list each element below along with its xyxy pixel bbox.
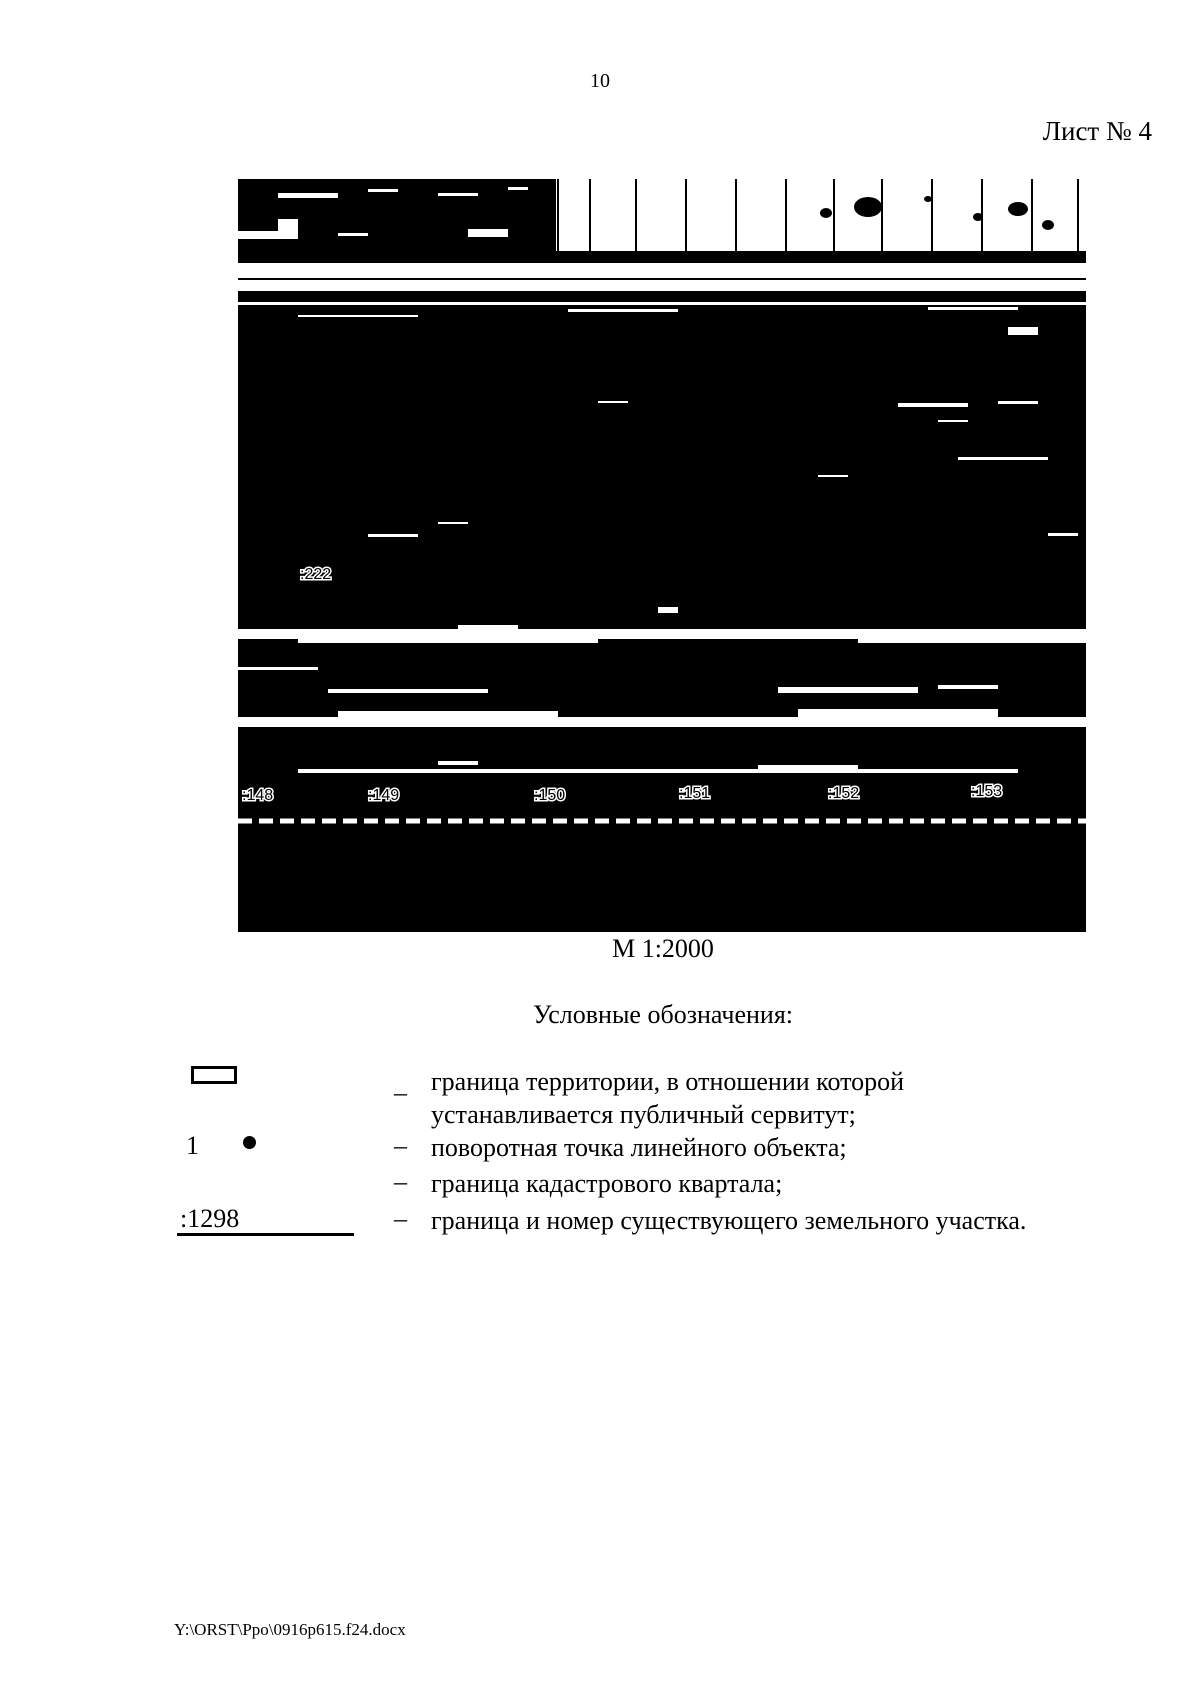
parcel-label-151: :151 [679, 785, 711, 802]
legend-dash: – [394, 1167, 407, 1196]
territory-boundary-symbol [191, 1066, 237, 1084]
parcel-label-153: :153 [971, 783, 1003, 800]
legend-dash: – [394, 1078, 407, 1107]
parcel-label-222: :222 [300, 566, 332, 583]
legend-text-territory-line2: устанавливается публичный сервитут; [431, 1100, 856, 1129]
map-image [238, 179, 1086, 932]
map-scale: М 1:2000 [612, 934, 714, 963]
legend-text-parcel: граница и номер существующего земельного участка. [431, 1206, 1027, 1235]
file-path-footer: Y:\ORST\Ppo\0916p615.f24.docx [174, 1620, 406, 1639]
legend-text-territory-line1: граница территории, в отношении которой [431, 1067, 905, 1096]
page-number: 10 [590, 70, 610, 92]
sheet-number: Лист № 4 [1042, 116, 1152, 146]
parcel-label-150: :150 [534, 787, 566, 804]
turning-point-symbol [243, 1136, 256, 1149]
legend-dash: – [394, 1131, 407, 1160]
point-number-label: 1 [186, 1131, 199, 1160]
cadastral-map [238, 179, 1086, 932]
parcel-boundary-symbol [177, 1233, 354, 1236]
legend-dash: – [394, 1204, 407, 1233]
parcel-label-152: :152 [828, 785, 860, 802]
legend-text-turning-point: поворотная точка линейного объекта; [431, 1133, 847, 1162]
legend-title: Условные обозначения: [532, 1000, 794, 1029]
parcel-label-149: :149 [368, 787, 400, 804]
parcel-number-example: :1298 [180, 1204, 240, 1233]
parcel-label-148: :148 [242, 787, 274, 804]
legend-text-quarter-boundary: граница кадастрового квартала; [431, 1169, 783, 1198]
